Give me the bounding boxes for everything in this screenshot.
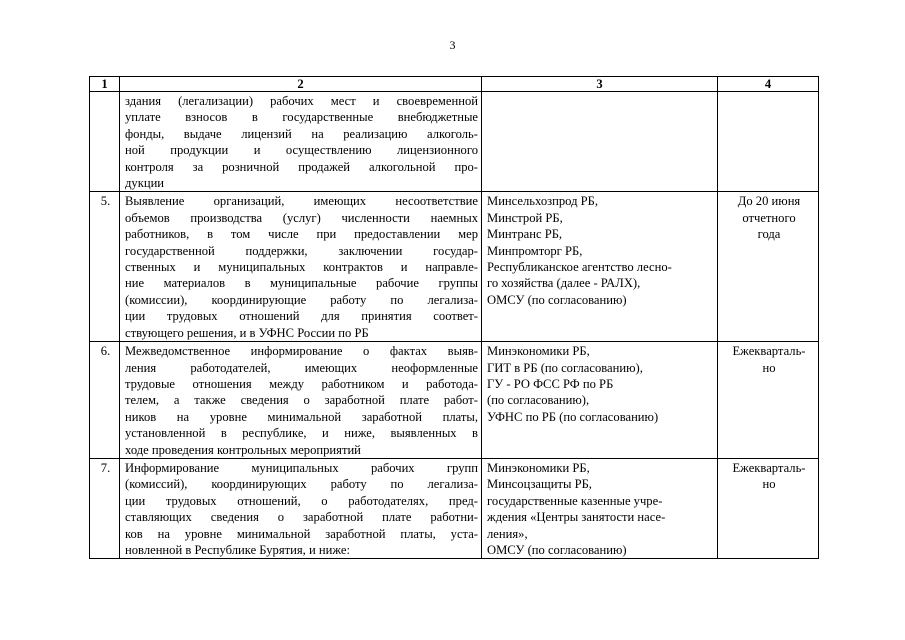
measure-text-line: (комиссий), координирующих работу по легализа- (125, 477, 478, 492)
measure-text (120, 192, 482, 342)
table-row (90, 192, 819, 342)
measure-text-line: контроля за розничной продажей алкогольной про- (125, 159, 478, 174)
term-cell-line: отчетного (742, 210, 796, 225)
executors-cell (482, 92, 718, 192)
executors-cell-line: Минэкономики РБ, (487, 344, 590, 359)
table-row (90, 342, 819, 459)
measure-text (120, 92, 482, 192)
executors-cell-line: Минпромторг РБ, (487, 243, 583, 258)
executors-cell-line: Минсоцзащиты РБ, (487, 477, 592, 492)
term-cell-line: Ежекварталь- (732, 344, 806, 359)
row-number (90, 92, 120, 192)
executors-cell-line: ГУ - РО ФСС РФ по РБ (487, 376, 614, 391)
table-row (90, 458, 819, 558)
measure-text-line: ления работодателей, имеющих неоформленные (125, 360, 478, 375)
term-cell (718, 192, 819, 342)
page-number: 3 (449, 38, 456, 52)
executors-cell-line: (по согласованию), (487, 393, 590, 408)
term-cell-line: но (762, 360, 776, 375)
executors-cell-line: ОМСУ (по согласованию) (487, 542, 627, 557)
term-cell (718, 458, 819, 558)
row-number: 6. (90, 342, 120, 459)
measure-text-line: объемов производства (услуг) численности наемных (125, 210, 478, 225)
measure-text-line: ников на уровне минимальной заработной платы, (125, 409, 478, 424)
measure-text-line: ставляющих сведения о заработной плате работни- (125, 510, 478, 525)
measure-text-line: трудовые отношения между работником и работода- (125, 376, 478, 391)
term-cell-line: Ежекварталь- (732, 460, 806, 475)
measure-text-line: телем, а также сведения о заработной плате работ- (125, 393, 478, 408)
measure-text-line: установленной в республике, и ниже, выявленных в (125, 426, 478, 441)
header-col-2: 2 (120, 77, 482, 92)
measure-text-line: государственной поддержки, заключении государ- (125, 243, 478, 258)
header-col-4: 4 (718, 77, 819, 92)
measure-text-line: ков на уровне минимальной заработной платы, уста- (125, 526, 478, 541)
measure-text-line: фонды, выдаче лицензий на реализацию алкоголь- (125, 126, 478, 141)
measure-text-line: работников, в том числе при предоставлении мер (125, 227, 478, 242)
executors-cell-line: государственные казенные учре- (487, 493, 663, 508)
executors-cell (482, 458, 718, 558)
measure-text-line: ние материалов в муниципальные рабочие группы (125, 276, 478, 291)
term-cell (718, 92, 819, 192)
term-cell-line: года (757, 227, 781, 242)
measures-table (89, 76, 819, 559)
executors-cell-line: го хозяйства (далее - РАЛХ), (487, 276, 641, 291)
measure-text-line: здания (легализации) рабочих мест и своевременной (125, 94, 478, 108)
term-cell-line: но (762, 477, 776, 492)
measure-text-line: ной продукции и осуществлению лицензионного (125, 143, 478, 158)
measure-text-line: ции трудовых отношений для принятия соответ- (125, 309, 478, 324)
executors-cell-line: Минэкономики РБ, (487, 460, 590, 475)
table-header-row (90, 77, 819, 92)
term-cell-line: До 20 июня (737, 194, 801, 209)
executors-cell-line: Минтранс РБ, (487, 227, 563, 242)
measure-text-line: новленной в Республике Бурятия, и ниже: (125, 542, 350, 557)
measure-text-line: (комиссии), координирующие работу по легализа- (125, 292, 478, 307)
measure-text-line: ствующего решения, и в УФНС России по РБ (125, 325, 369, 340)
term-cell (718, 342, 819, 459)
executors-cell-line: ления», (487, 526, 528, 541)
measure-text-line: Информирование муниципальных рабочих групп (125, 460, 478, 475)
table-row (90, 92, 819, 192)
executors-cell-line: ОМСУ (по согласованию) (487, 292, 627, 307)
header-col-3: 3 (482, 77, 718, 92)
header-col-1: 1 (90, 77, 120, 92)
executors-cell-line: УФНС по РБ (по согласованию) (487, 409, 659, 424)
measure-text-line: Выявление организаций, имеющих несоответствие (125, 194, 478, 209)
executors-cell-line: ждения «Центры занятости насе- (487, 510, 666, 525)
measure-text-line: Межведомственное информирование о фактах выяв- (125, 344, 478, 359)
row-number: 7. (90, 458, 120, 558)
measure-text-line: ции трудовых отношений, о работодателях, пред- (125, 493, 478, 508)
row-number: 5. (90, 192, 120, 342)
executors-cell (482, 192, 718, 342)
executors-cell-line: ГИТ в РБ (по согласованию), (487, 360, 643, 375)
measure-text-line: ственных и муниципальных контрактов и направле- (125, 260, 478, 275)
measure-text (120, 458, 482, 558)
measure-text-line: дукции (125, 176, 165, 191)
executors-cell-line: Минстрой РБ, (487, 210, 563, 225)
measure-text-line: ходе проведения контрольных мероприятий (125, 442, 361, 457)
executors-cell (482, 342, 718, 459)
executors-cell-line: Минсельхозпрод РБ, (487, 194, 599, 209)
measure-text-line: уплате взносов в государственные внебюджетные (125, 110, 478, 125)
measure-text (120, 342, 482, 459)
executors-cell-line: Республиканское агентство лесно- (487, 260, 672, 275)
